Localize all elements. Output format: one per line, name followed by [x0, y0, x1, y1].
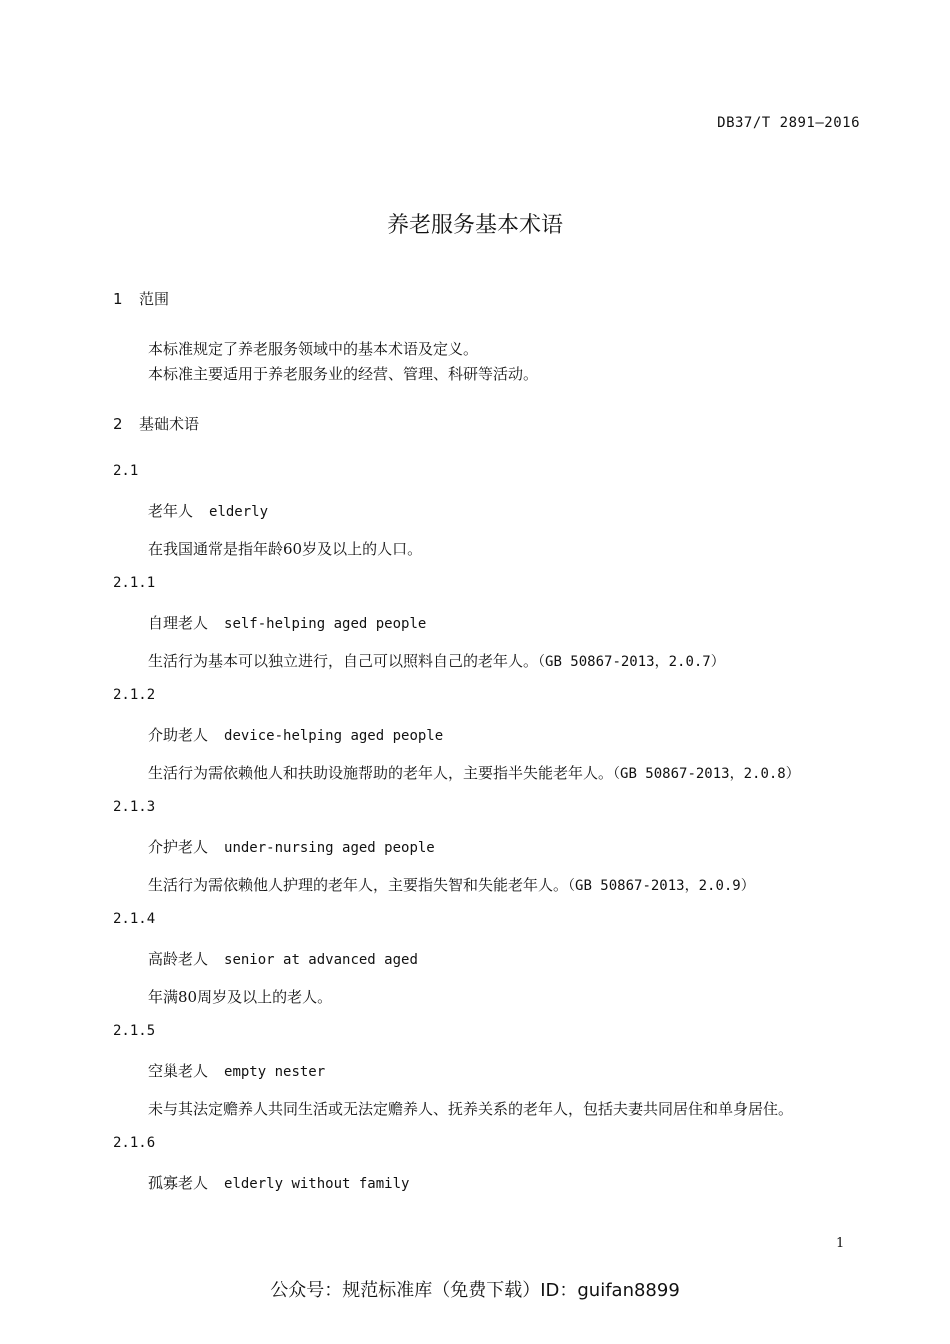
- term-english: elderly: [209, 504, 269, 520]
- term-entry: [148, 948, 418, 969]
- section-heading-basic-terms: [113, 413, 199, 434]
- definition-text: 年满80周岁及以上的老人。: [148, 988, 333, 1006]
- section-title: 范围: [139, 290, 170, 308]
- term-chinese: 空巢老人: [148, 1062, 209, 1080]
- clause-number: 2.1.5: [113, 1023, 156, 1039]
- section-title: 基础术语: [139, 415, 200, 433]
- term-definition: [148, 874, 755, 895]
- definition-text: 生活行为需依赖他人护理的老年人，主要指失智和失能老年人。: [148, 876, 569, 894]
- clause-number: 2.1: [113, 463, 139, 479]
- term-entry: [148, 1172, 409, 1193]
- term-definition: [148, 986, 332, 1007]
- term-chinese: 自理老人: [148, 614, 209, 632]
- clause-number: 2.1.4: [113, 911, 156, 927]
- definition-reference: （GB 50867-2013，2.0.8）: [613, 766, 800, 782]
- clause-number: 2.1.6: [113, 1135, 156, 1151]
- definition-text: 生活行为需依赖他人和扶助设施帮助的老年人，主要指半失能老年人。: [148, 764, 614, 782]
- term-english: device-helping aged people: [224, 728, 444, 744]
- term-definition: [148, 650, 725, 671]
- term-entry: [148, 836, 435, 857]
- clause-number: 2.1.2: [113, 687, 156, 703]
- term-english: empty nester: [224, 1064, 326, 1080]
- definition-text: 在我国通常是指年龄60岁及以上的人口。: [148, 540, 423, 558]
- clause-number: 2.1.1: [113, 575, 156, 591]
- document-code: DB37/T 2891—2016: [717, 115, 860, 131]
- term-english: self-helping aged people: [224, 616, 427, 632]
- term-chinese: 孤寡老人: [148, 1174, 209, 1192]
- term-chinese: 介助老人: [148, 726, 209, 744]
- term-entry: [148, 612, 426, 633]
- term-english: elderly without family: [224, 1176, 410, 1192]
- term-english: under-nursing aged people: [224, 840, 435, 856]
- section-number: 1: [113, 290, 123, 308]
- clause-number: 2.1.3: [113, 799, 156, 815]
- definition-text: 未与其法定赡养人共同生活或无法定赡养人、抚养关系的老年人，包括夫妻共同居住和单身居住。: [148, 1100, 794, 1118]
- scope-paragraph: 本标准规定了养老服务领域中的基本术语及定义。: [148, 340, 479, 358]
- scope-paragraph: 本标准主要适用于养老服务业的经营、管理、科研等活动。: [148, 365, 539, 383]
- section-heading-scope: [113, 288, 169, 309]
- term-chinese: 介护老人: [148, 838, 209, 856]
- term-definition: [148, 538, 422, 559]
- term-english: senior at advanced aged: [224, 952, 418, 968]
- definition-reference: （GB 50867-2013，2.0.9）: [568, 878, 755, 894]
- document-title: 养老服务基本术语: [386, 213, 563, 238]
- term-definition: [148, 1098, 793, 1119]
- footer-watermark-text: 公众号：规范标准库（免费下载）ID：guifan8899: [270, 1280, 680, 1301]
- definition-reference: （GB 50867-2013，2.0.7）: [538, 654, 725, 670]
- term-entry: [148, 500, 268, 521]
- term-chinese: 老年人: [148, 502, 194, 520]
- term-entry: [148, 1060, 325, 1081]
- term-entry: [148, 724, 443, 745]
- definition-text: 生活行为基本可以独立进行，自己可以照料自己的老年人。: [148, 652, 539, 670]
- term-definition: [148, 762, 800, 783]
- term-chinese: 高龄老人: [148, 950, 209, 968]
- section-number: 2: [113, 415, 123, 433]
- page-number: 1: [836, 1236, 845, 1251]
